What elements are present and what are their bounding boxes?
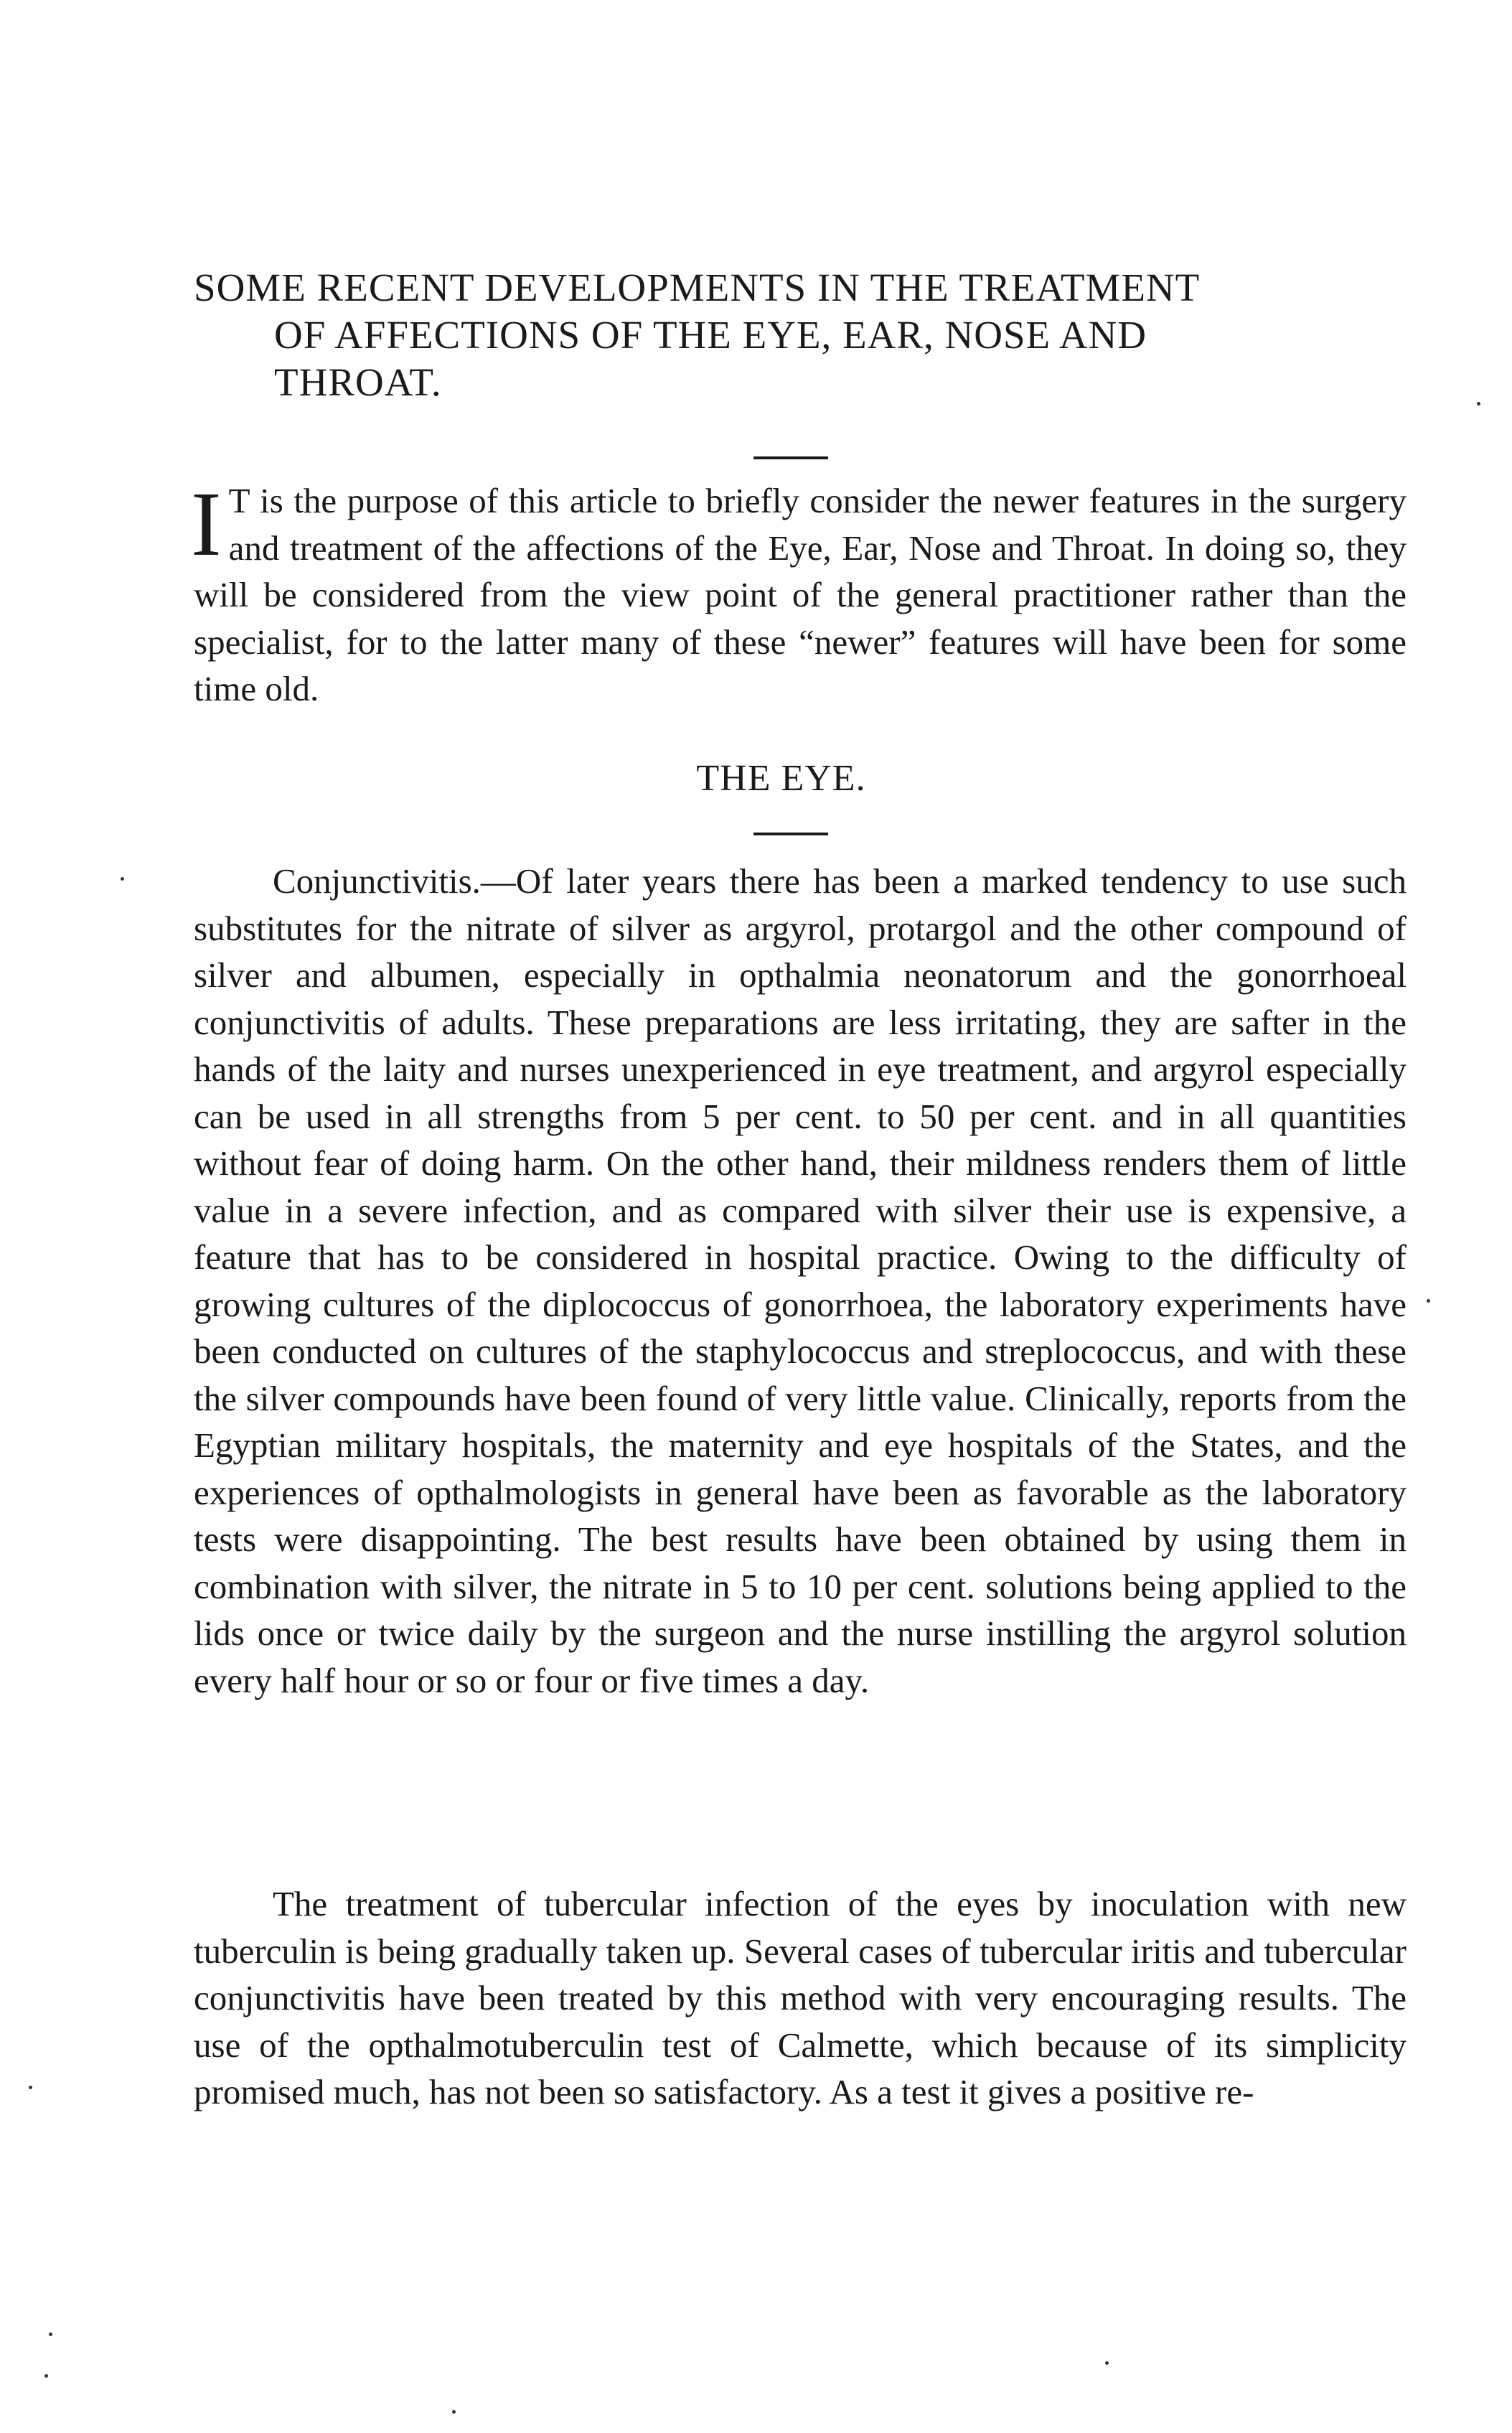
scan-speck bbox=[1427, 1299, 1430, 1303]
scan-speck bbox=[49, 2333, 52, 2336]
scan-speck bbox=[1477, 402, 1480, 406]
scan-speck bbox=[29, 2086, 32, 2089]
title-line-1: SOME RECENT DEVELOPMENTS IN THE TREATMENT bbox=[194, 266, 1201, 309]
intro-text: T is the purpose of this article to briefly consider the newer features in the surgery and treatment of the affections of the Eye, Ear, Nose and Throat. In doing so, they will be considered from the view point of the general practitioner rather than the specialist, for to the latter many of these “newer” features will have been for some time old. bbox=[194, 481, 1407, 708]
section-divider bbox=[753, 833, 828, 835]
scan-speck bbox=[121, 877, 124, 881]
article-title bbox=[194, 264, 1407, 406]
scan-speck bbox=[44, 2374, 48, 2378]
paragraph-conjunctivitis: Conjunctivitis.—Of later years there has been a marked tendency to use such substitutes for the nitrate of silver as argyrol, protargol and the other compound of silver and albumen, especially in opthalmia neonatorum and the gonorrhoeal conjunctivitis of adults. These preparations are less irritating, they are safter in the hands of the laity and nurses unexperienced in eye treatment, and argyrol especially can be used in all strengths from 5 per cent. to 50 per cent. and in all quantities without fear of doing harm. On the other hand, their mildness renders them of little value in a severe infection, and as compared with silver their use is expensive, a feature that has to be considered in hospital practice. Owing to the difficulty of growing cultures of the diplococcus of gonorrhoea, the laboratory experiments have been conducted on cultures of the staphylococcus and streplococcus, and with these the silver compounds have been found of very little value. Clinically, reports from the Egyptian military hospitals, the maternity and eye hospitals of the States, and the experiences of opthalmologists in general have been as favorable as the laboratory tests were disappointing. The best results have been obtained by using them in combination with silver, the nitrate in 5 to 10 per cent. solutions being applied to the lids once or twice daily by the surgeon and the nurse instilling the argyrol solution every half hour or so or four or five times a day. bbox=[194, 861, 1407, 1700]
title-line-2: OF AFFECTIONS OF THE EYE, EAR, NOSE AND bbox=[274, 313, 1147, 357]
title-divider bbox=[753, 456, 828, 459]
paragraph-tubercular: The treatment of tubercular infection of the eyes by inoculation with new tuberculin is being gradually taken up. Several cases of tubercular iritis and tubercular conjunctivitis have been treated by this method with very encouraging results. The use of the opthalmotuberculin test of Calmette, which because of its simplicity promised much, has not been so satisfactory. As a test it gives a positive re- bbox=[194, 1884, 1407, 2111]
title-line-3: THROAT. bbox=[274, 360, 442, 404]
drop-cap: I bbox=[191, 473, 222, 575]
intro-paragraph bbox=[191, 473, 1407, 713]
section-heading-eye: THE EYE. bbox=[696, 758, 866, 799]
scan-speck bbox=[1105, 2361, 1109, 2365]
scan-speck bbox=[452, 2410, 456, 2414]
